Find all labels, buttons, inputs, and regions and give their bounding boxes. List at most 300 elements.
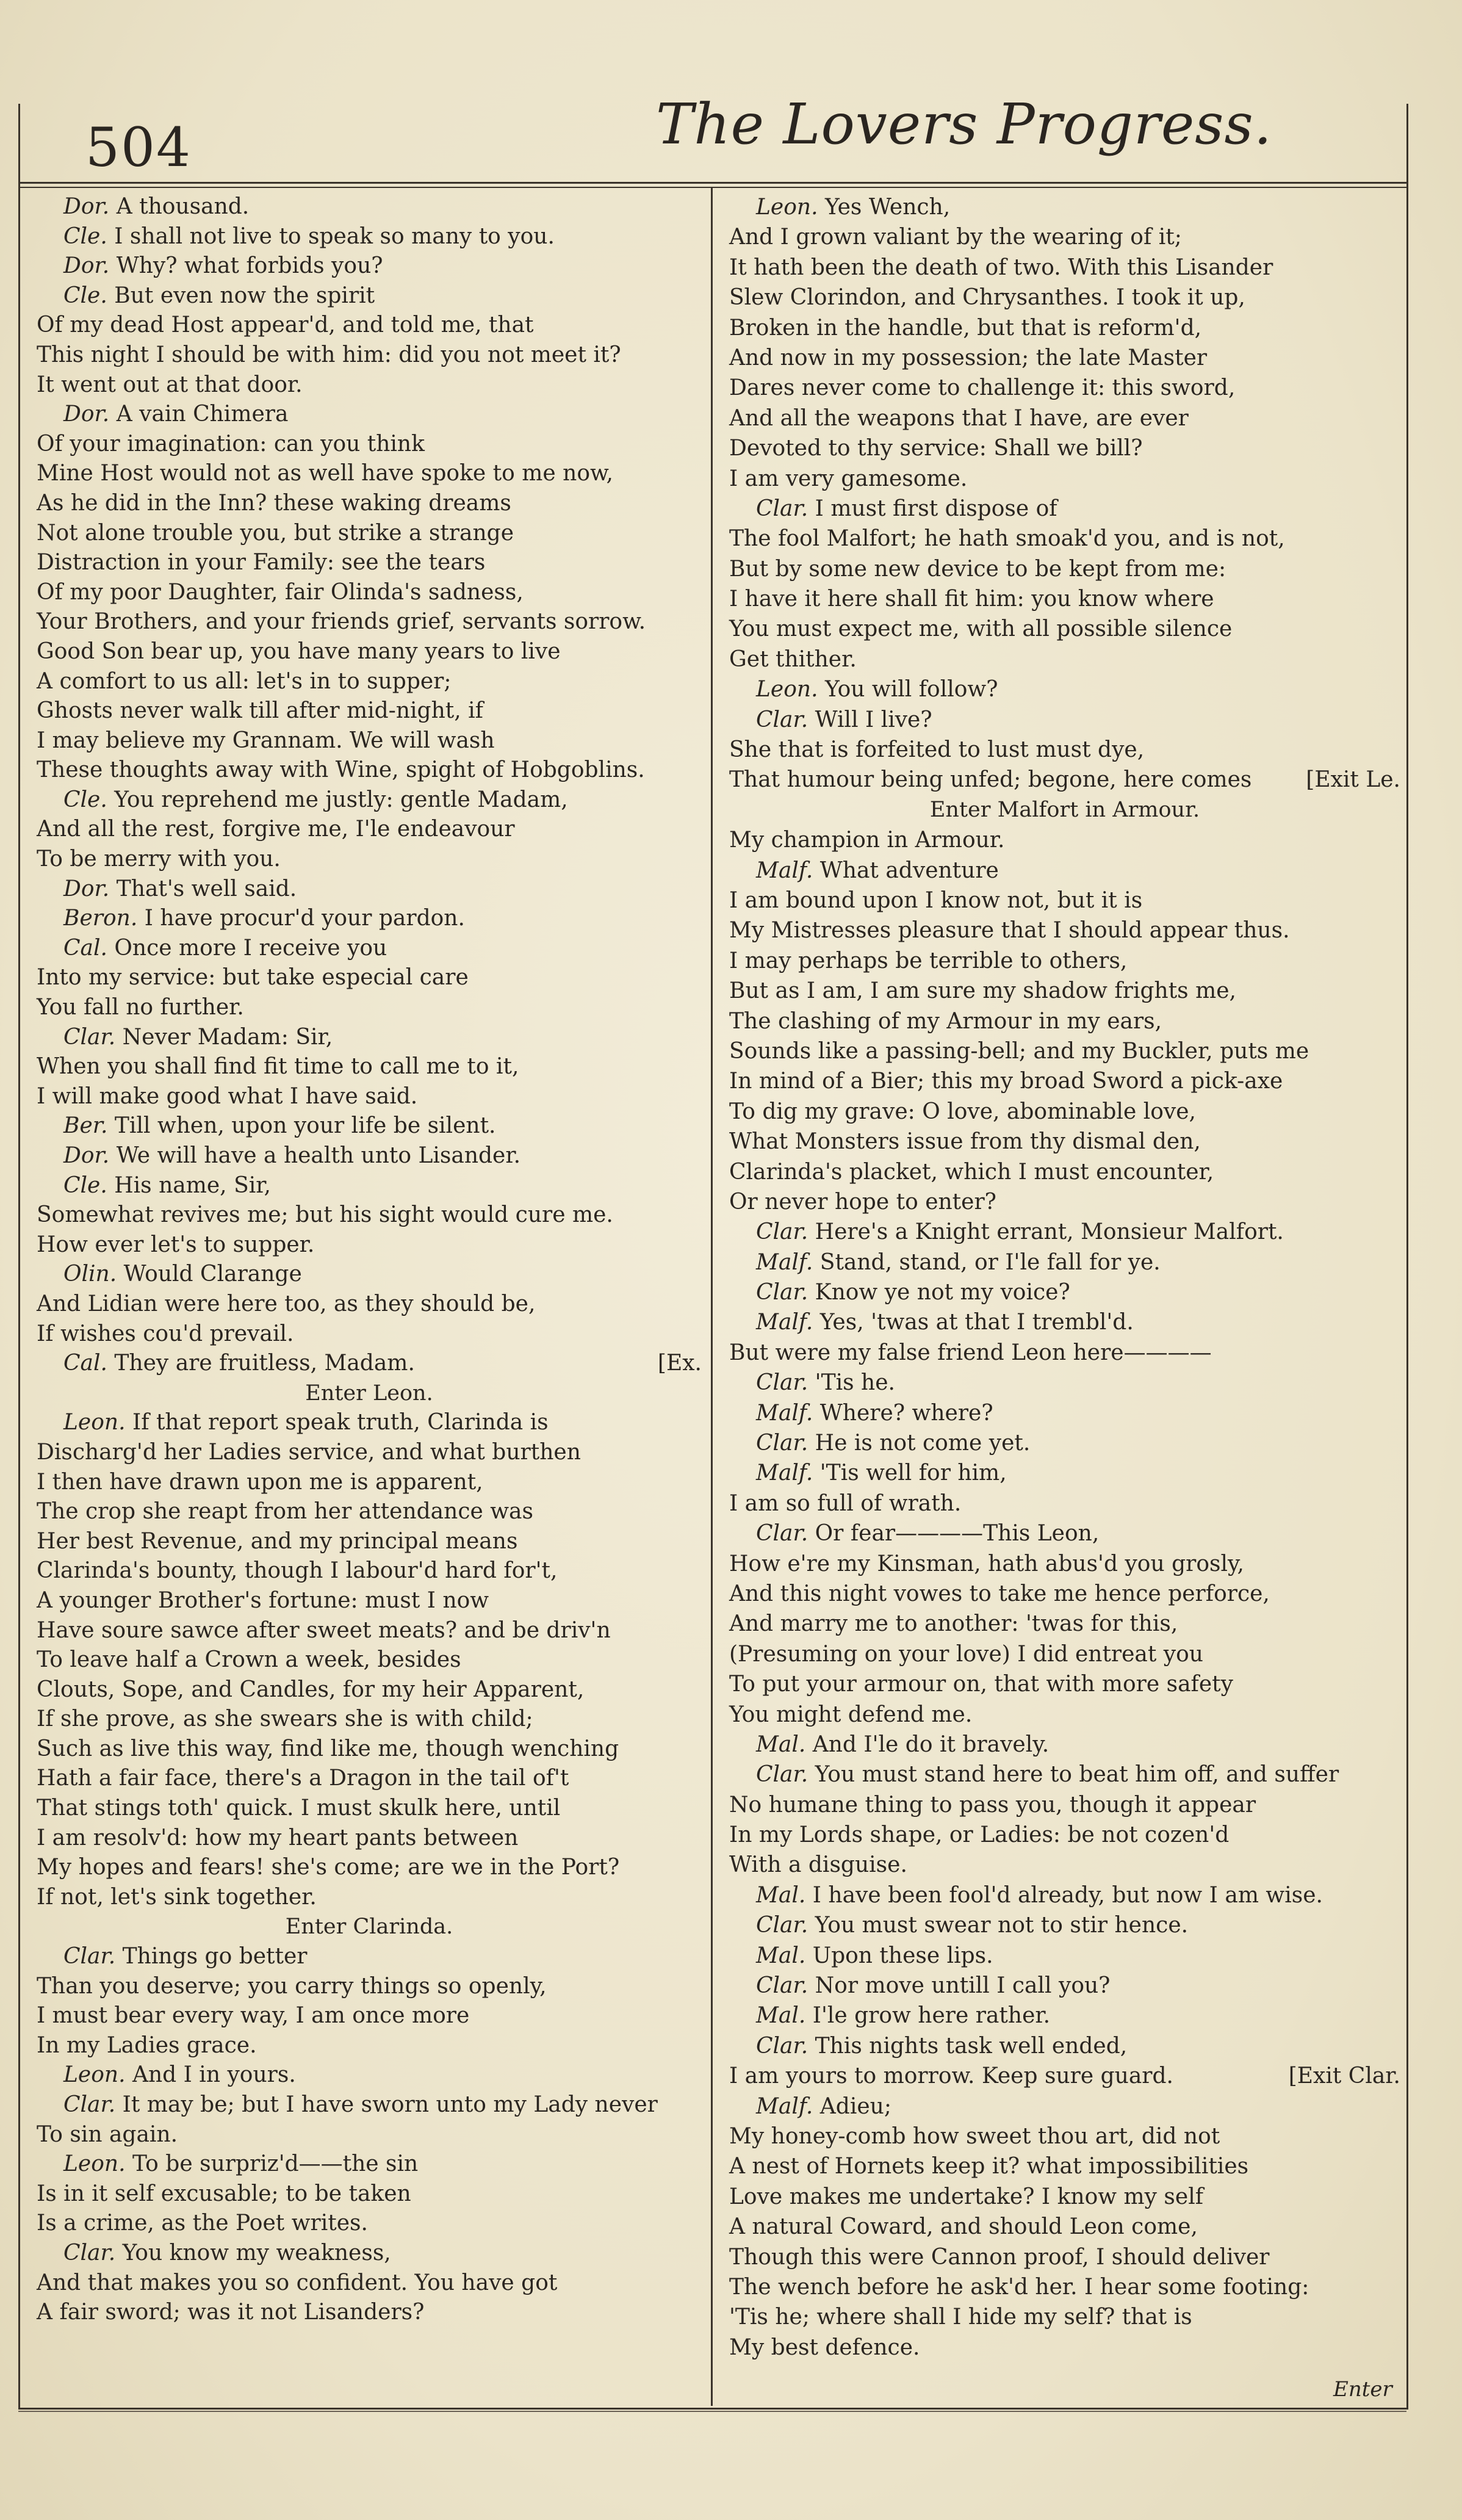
line-text: Dares never come to challenge it: this sword,: [729, 375, 1236, 401]
speaker-name: Cle.: [63, 223, 107, 249]
verse-line: [37, 904, 702, 934]
line-text: A vain Chimera: [116, 402, 289, 427]
stage-direction-text: Enter Clarinda.: [285, 1915, 453, 1940]
verse-line: [37, 845, 702, 875]
verse-line: [729, 1971, 1400, 2001]
speaker-name: Leon.: [756, 195, 818, 220]
verse-line: [37, 1171, 702, 1201]
speaker-name: Clar.: [63, 2092, 116, 2117]
speaker-name: Clar.: [63, 2240, 116, 2265]
verse-line: [729, 1700, 1400, 1730]
verse-line: [37, 2060, 702, 2090]
verse-line: [729, 2302, 1400, 2332]
verse-line: [729, 2212, 1400, 2242]
line-text: How ever let's to supper.: [37, 1232, 315, 1257]
line-text: Will I live?: [815, 707, 932, 732]
stage-direction: [37, 1912, 702, 1942]
verse-line: [37, 1438, 702, 1468]
verse-line: [37, 1705, 702, 1735]
speaker-name: Cal.: [63, 1351, 107, 1376]
speaker-name: Mal.: [756, 1731, 806, 1757]
speaker-name: Clar.: [756, 1913, 808, 1938]
header-rule: [18, 182, 1406, 184]
line-text: Devoted to thy service: Shall we bill?: [729, 436, 1143, 461]
verse-line: [729, 192, 1400, 222]
line-text: It went out at that door.: [37, 372, 303, 397]
line-text: Would Clarange: [123, 1262, 302, 1287]
line-text: And this night vowes to take me hence perforce,: [729, 1581, 1270, 1606]
line-text: His name, Sir,: [114, 1172, 271, 1198]
verse-line: [729, 644, 1400, 674]
verse-line: [37, 1942, 702, 1972]
verse-line: [729, 1549, 1400, 1579]
line-text: I am yours to morrow. Keep sure guard.: [729, 2063, 1173, 2089]
verse-line: [729, 554, 1400, 584]
verse-line: [37, 1853, 702, 1883]
speaker-name: Mal.: [756, 1882, 806, 1908]
verse-line: [729, 2061, 1400, 2091]
line-text: My best defence.: [729, 2334, 920, 2360]
line-text: To dig my grave: O love, abominable love,: [729, 1099, 1196, 1124]
line-text: My hopes and fears! she's come; are we in the Port?: [37, 1855, 620, 1880]
verse-line: [37, 1527, 702, 1557]
verse-line: [37, 1675, 702, 1705]
line-text: When you shall find fit time to call me to it,: [37, 1054, 519, 1080]
verse-line: [729, 343, 1400, 373]
line-text: 'Tis well for him,: [819, 1460, 1007, 1486]
verse-line: [729, 1157, 1400, 1187]
line-text: I will make good what I have said.: [37, 1083, 418, 1109]
line-text: And all the rest, forgive me, I'le endeavour: [37, 817, 515, 842]
verse-line: [37, 1260, 702, 1290]
verse-line: [37, 1468, 702, 1498]
verse-line: [729, 886, 1400, 915]
verse-line: [729, 1458, 1400, 1488]
line-text: These thoughts away with Wine, spight of Hobgoblins.: [37, 757, 645, 783]
speaker-name: Dor.: [63, 876, 110, 901]
line-text: And I grown valiant by the wearing of it;: [729, 225, 1182, 250]
line-text: In my Lords shape, or Ladies: be not cozen'd: [729, 1822, 1230, 1848]
line-text: Or fear————This Leon,: [815, 1521, 1100, 1547]
verse-line: [37, 192, 702, 222]
exit-cue: [Exit Le.: [1306, 767, 1400, 793]
line-text: Sounds like a passing-bell; and my Buckler, puts me: [729, 1038, 1309, 1064]
speaker-name: Clar.: [756, 1762, 808, 1788]
verse-line: [729, 1307, 1400, 1337]
verse-line: [729, 2092, 1400, 2121]
line-text: A fair sword; was it not Lisanders?: [37, 2300, 425, 2325]
verse-line: [37, 726, 702, 756]
line-text: What Monsters issue from thy dismal den,: [729, 1129, 1201, 1155]
verse-line: [729, 2151, 1400, 2181]
verse-line: [729, 1006, 1400, 1036]
verse-line: [729, 1277, 1400, 1307]
verse-line: [37, 815, 702, 845]
verse-line: [37, 1111, 702, 1141]
line-text: That stings toth' quick. I must skulk here, until: [37, 1796, 561, 1821]
line-text: I have procur'd your pardon.: [144, 906, 465, 931]
verse-line: [37, 400, 702, 430]
line-text: To put your armour on, that with more safety: [729, 1672, 1233, 1697]
verse-line: [37, 1290, 702, 1320]
line-text: I must first dispose of: [815, 496, 1057, 521]
verse-line: [37, 2179, 702, 2209]
line-text: (Presuming on your love) I did entreat you: [729, 1641, 1203, 1667]
verse-line: [37, 934, 702, 964]
verse-line: [37, 1349, 702, 1379]
verse-line: [37, 489, 702, 519]
verse-line: [37, 2269, 702, 2298]
line-text: Of my dead Host appear'd, and told me, that: [37, 312, 534, 338]
verse-line: [729, 1669, 1400, 1699]
speaker-name: Clar.: [756, 1521, 808, 1547]
line-text: Adieu;: [819, 2093, 891, 2119]
verse-line: [37, 578, 702, 608]
line-text: 'Tis he.: [815, 1370, 895, 1396]
speaker-name: Ber.: [63, 1113, 108, 1139]
line-text: Or never hope to enter?: [729, 1189, 996, 1215]
line-text: My champion in Armour.: [729, 828, 1005, 853]
line-text: But even now the spirit: [114, 283, 375, 308]
line-text: Once more I receive you: [114, 935, 387, 961]
speaker-name: Clar.: [756, 1370, 808, 1396]
verse-line: [37, 637, 702, 667]
verse-line: [37, 1645, 702, 1675]
speaker-name: Dor.: [63, 253, 110, 279]
verse-line: [729, 1097, 1400, 1127]
verse-line: [37, 1082, 702, 1112]
verse-line: [37, 1794, 702, 1824]
verse-line: [37, 1320, 702, 1349]
line-text: What adventure: [819, 857, 999, 883]
verse-line: [37, 1200, 702, 1230]
speaker-name: Clar.: [756, 1280, 808, 1305]
speaker-name: Malf.: [756, 2093, 813, 2119]
verse-line: [729, 705, 1400, 735]
verse-line: [729, 253, 1400, 283]
speaker-name: Clar.: [756, 496, 808, 521]
verse-line: [37, 281, 702, 311]
verse-line: [729, 735, 1400, 765]
verse-line: [37, 1586, 702, 1616]
line-text: The wench before he ask'd her. I hear some footing:: [729, 2274, 1309, 2300]
verse-line: [37, 2209, 702, 2239]
line-text: And I in yours.: [132, 2062, 296, 2088]
verse-line: [729, 1941, 1400, 1971]
line-text: Hath a fair face, there's a Dragon in the tail of't: [37, 1766, 569, 1791]
verse-line: [729, 765, 1400, 795]
line-text: Love makes me undertake? I know my self: [729, 2184, 1204, 2209]
speaker-name: Dor.: [63, 1143, 110, 1168]
line-text: They are fruitless, Madam.: [114, 1351, 415, 1376]
line-text: Clarinda's bounty, though I labour'd hard for't,: [37, 1558, 558, 1584]
line-text: But as I am, I am sure my shadow frights me,: [729, 978, 1236, 1004]
verse-line: [729, 2242, 1400, 2272]
line-text: A thousand.: [116, 194, 250, 219]
line-text: The crop she reapt from her attendance was: [37, 1499, 533, 1525]
speaker-name: Malf.: [756, 1400, 813, 1426]
verse-line: [729, 1850, 1400, 1880]
line-text: How e're my Kinsman, hath abus'd you grosly,: [729, 1551, 1244, 1576]
line-text: No humane thing to pass you, though it appear: [729, 1792, 1256, 1818]
line-text: It may be; but I have sworn unto my Lady never: [122, 2092, 658, 2117]
verse-line: [729, 915, 1400, 945]
line-text: Upon these lips.: [812, 1943, 993, 1968]
verse-line: [37, 2239, 702, 2269]
verse-line: [37, 2090, 702, 2120]
speaker-name: Malf.: [756, 1460, 813, 1486]
line-text: I'le grow here rather.: [812, 2003, 1051, 2029]
line-text: Is in it self excusable; to be taken: [37, 2181, 411, 2206]
line-text: Of my poor Daughter, fair Olinda's sadness,: [37, 579, 524, 605]
verse-line: [729, 1639, 1400, 1669]
verse-line: [37, 222, 702, 252]
stage-direction-text: Enter Leon.: [305, 1381, 433, 1406]
line-text: Broken in the handle, but that is reform'd,: [729, 315, 1202, 341]
line-text: My Mistresses pleasure that I should appear thus.: [729, 918, 1290, 944]
verse-line: [37, 1735, 702, 1764]
verse-line: [729, 1187, 1400, 1217]
line-text: And now in my possession; the late Master: [729, 345, 1208, 370]
line-text: A younger Brother's fortune: must I now: [37, 1587, 489, 1613]
line-text: If she prove, as she swears she is with child;: [37, 1706, 533, 1732]
verse-line: [37, 2001, 702, 2031]
line-text: Till when, upon your life be silent.: [114, 1113, 496, 1139]
verse-line: [729, 1579, 1400, 1609]
verse-line: [729, 1398, 1400, 1428]
bottom-rule: [18, 2411, 1406, 2412]
verse-line: [729, 1489, 1400, 1518]
verse-line: [729, 464, 1400, 494]
line-text: Is a crime, as the Poet writes.: [37, 2211, 368, 2236]
line-text: I shall not live to speak so many to you.: [114, 223, 555, 249]
verse-line: [729, 433, 1400, 463]
line-text: Mine Host would not as well have spoke to me now,: [37, 461, 613, 486]
verse-line: [729, 2333, 1400, 2363]
speaker-name: Leon.: [63, 2151, 126, 2177]
verse-line: [37, 1408, 702, 1438]
verse-line: [729, 2182, 1400, 2212]
line-text: With a disguise.: [729, 1852, 907, 1878]
line-text: I have it here shall fit him: you know where: [729, 587, 1214, 612]
verse-line: [729, 1338, 1400, 1368]
line-text: Discharg'd her Ladies service, and what burthen: [37, 1439, 581, 1465]
verse-line: [729, 1760, 1400, 1789]
verse-line: [729, 1368, 1400, 1398]
line-text: You might defend me.: [729, 1702, 973, 1727]
line-text: I am so full of wrath.: [729, 1490, 962, 1516]
line-text: Why? what forbids you?: [116, 253, 383, 279]
line-text: Than you deserve; you carry things so openly,: [37, 1973, 547, 1999]
verse-line: [729, 1036, 1400, 1066]
line-text: Get thither.: [729, 646, 857, 672]
exit-cue: [Exit Clar.: [1288, 2063, 1400, 2089]
verse-line: [729, 2001, 1400, 2031]
speaker-name: Olin.: [63, 1262, 117, 1287]
line-text: As he did in the Inn? these waking dreams: [37, 490, 511, 516]
verse-line: [729, 1428, 1400, 1458]
speaker-name: Clar.: [63, 1944, 116, 1969]
verse-line: [729, 2272, 1400, 2302]
line-text: Here's a Knight errant, Monsieur Malfort.: [815, 1219, 1284, 1245]
line-text: Nor move untill I call you?: [815, 1973, 1111, 1999]
line-text: This night I should be with him: did you not meet it?: [37, 342, 621, 367]
line-text: I may believe my Grannam. We will wash: [37, 727, 495, 753]
line-text: My honey-comb how sweet thou art, did not: [729, 2124, 1220, 2149]
right-column: [729, 192, 1400, 2363]
verse-line: [37, 519, 702, 549]
speaker-name: Clar.: [756, 1219, 808, 1245]
verse-line: [729, 283, 1400, 312]
verse-line: [729, 825, 1400, 855]
verse-line: [729, 976, 1400, 1006]
verse-line: [729, 2031, 1400, 2061]
line-text: You know my weakness,: [122, 2240, 391, 2265]
line-text: It hath been the death of two. With this Lisander: [729, 255, 1273, 280]
speaker-name: Dor.: [63, 402, 110, 427]
verse-line: [729, 1910, 1400, 1940]
verse-line: [37, 785, 702, 815]
verse-line: [729, 584, 1400, 614]
line-text: Your Brothers, and your friends grief, servants sorrow.: [37, 609, 646, 635]
line-text: In my Ladies grace.: [37, 2032, 257, 2058]
line-text: Such as live this way, find like me, though wenching: [37, 1736, 619, 1761]
line-text: To be surpriz'd——the sin: [132, 2151, 419, 2177]
speaker-name: Leon.: [756, 677, 818, 702]
line-text: This nights task well ended,: [815, 2033, 1128, 2059]
speaker-name: Leon.: [63, 1410, 126, 1435]
line-text: You must expect me, with all possible silence: [729, 616, 1233, 642]
verse-line: [729, 946, 1400, 976]
line-text: Never Madam: Sir,: [122, 1024, 333, 1050]
verse-line: [37, 341, 702, 370]
verse-line: [37, 1556, 702, 1586]
speaker-name: Cal.: [63, 935, 107, 961]
verse-line: [729, 1127, 1400, 1157]
line-text: If that report speak truth, Clarinda is: [132, 1410, 549, 1435]
speaker-name: Clar.: [756, 1431, 808, 1456]
line-text: Have soure sawce after sweet meats? and be driv'n: [37, 1617, 611, 1643]
verse-line: [37, 2120, 702, 2150]
verse-line: [729, 1880, 1400, 1910]
speaker-name: Malf.: [756, 1249, 813, 1275]
line-text: Though this were Cannon proof, I should deliver: [729, 2244, 1270, 2270]
line-text: You must stand here to beat him off, and suffer: [815, 1762, 1339, 1788]
line-text: She that is forfeited to lust must dye,: [729, 737, 1145, 763]
line-text: I am resolv'd: how my heart pants between: [37, 1825, 519, 1850]
verse-line: [729, 494, 1400, 524]
line-text: Distraction in your Family: see the tears: [37, 550, 486, 576]
line-text: Clouts, Sope, and Candles, for my heir Apparent,: [37, 1677, 585, 1702]
line-text: Clarinda's placket, which I must encounter,: [729, 1159, 1214, 1185]
line-text: And all the weapons that I have, are ever: [729, 405, 1189, 431]
line-text: Ghosts never walk till after mid-night, if: [37, 698, 483, 724]
stage-direction: [37, 1379, 702, 1409]
line-text: He is not come yet.: [815, 1431, 1031, 1456]
verse-line: [37, 1052, 702, 1082]
speaker-name: Mal.: [756, 2003, 806, 2029]
speaker-name: Dor.: [63, 194, 110, 219]
column-divider: [711, 188, 713, 2406]
line-text: The fool Malfort; he hath smoak'd you, and is not,: [729, 526, 1285, 552]
speaker-name: Malf.: [756, 1310, 813, 1335]
verse-line: [729, 1518, 1400, 1548]
line-text: A natural Coward, and should Leon come,: [729, 2214, 1198, 2240]
verse-line: [37, 1141, 702, 1171]
line-text: Where? where?: [819, 1400, 993, 1426]
verse-line: [729, 674, 1400, 704]
line-text: And I'le do it bravely.: [812, 1731, 1050, 1757]
line-text: If wishes cou'd prevail.: [37, 1321, 294, 1346]
speaker-name: Clar.: [63, 1024, 116, 1050]
line-text: Stand, stand, or I'le fall for ye.: [819, 1249, 1161, 1275]
verse-line: [37, 548, 702, 578]
verse-line: [37, 459, 702, 489]
verse-line: [37, 756, 702, 785]
stage-direction-text: Enter Malfort in Armour.: [929, 797, 1200, 822]
verse-line: [729, 222, 1400, 252]
verse-line: [37, 1824, 702, 1854]
line-text: To be merry with you.: [37, 847, 281, 872]
line-text: I am very gamesome.: [729, 466, 968, 491]
line-text: You reprehend me justly: gentle Madam,: [114, 787, 568, 812]
line-text: In mind of a Bier; this my broad Sword a pick-axe: [729, 1069, 1283, 1094]
line-text: I have been fool'd already, but now I am wise.: [812, 1882, 1323, 1908]
line-text: If not, let's sink together.: [37, 1884, 317, 1910]
line-text: Somewhat revives me; but his sight would cure me.: [37, 1202, 613, 1228]
speaker-name: Cle.: [63, 787, 107, 812]
verse-line: [37, 963, 702, 993]
running-title: The Lovers Progress.: [656, 92, 1272, 157]
line-text: That's well said.: [116, 876, 297, 901]
line-text: But by some new device to be kept from me:: [729, 556, 1226, 582]
verse-line: [37, 430, 702, 460]
stage-direction: [729, 795, 1400, 825]
line-text: You must swear not to stir hence.: [815, 1913, 1189, 1938]
verse-line: [37, 2150, 702, 2179]
verse-line: [729, 1247, 1400, 1277]
line-text: Into my service: but take especial care: [37, 965, 469, 991]
line-text: Yes Wench,: [824, 195, 951, 220]
verse-line: [729, 856, 1400, 886]
speaker-name: Cle.: [63, 283, 107, 308]
verse-line: [37, 311, 702, 341]
verse-line: [729, 2121, 1400, 2151]
verse-line: [729, 1609, 1400, 1639]
line-text: But were my false friend Leon here————: [729, 1340, 1212, 1365]
left-column: [37, 192, 702, 2328]
line-text: To leave half a Crown a week, besides: [37, 1647, 461, 1673]
line-text: That humour being unfed; begone, here comes: [729, 767, 1252, 793]
verse-line: [37, 607, 702, 637]
line-text: A comfort to us all: let's in to supper;: [37, 668, 452, 694]
verse-line: [37, 875, 702, 904]
line-text: Things go better: [122, 1944, 308, 1969]
line-text: Yes, 'twas at that I trembl'd.: [819, 1310, 1134, 1335]
line-text: Slew Clorindon, and Chrysanthes. I took it up,: [729, 285, 1245, 311]
line-text: To sin again.: [37, 2121, 178, 2147]
line-text: A nest of Hornets keep it? what impossibilities: [729, 2154, 1249, 2179]
verse-line: [37, 251, 702, 281]
line-text: Not alone trouble you, but strike a strange: [37, 520, 514, 546]
speaker-name: Clar.: [756, 707, 808, 732]
line-text: Of your imagination: can you think: [37, 431, 425, 457]
verse-line: [37, 1616, 702, 1646]
speaker-name: Clar.: [756, 1973, 808, 1999]
verse-line: [729, 313, 1400, 343]
line-text: You fall no further.: [37, 995, 244, 1020]
line-text: Good Son bear up, you have many years to live: [37, 638, 561, 664]
